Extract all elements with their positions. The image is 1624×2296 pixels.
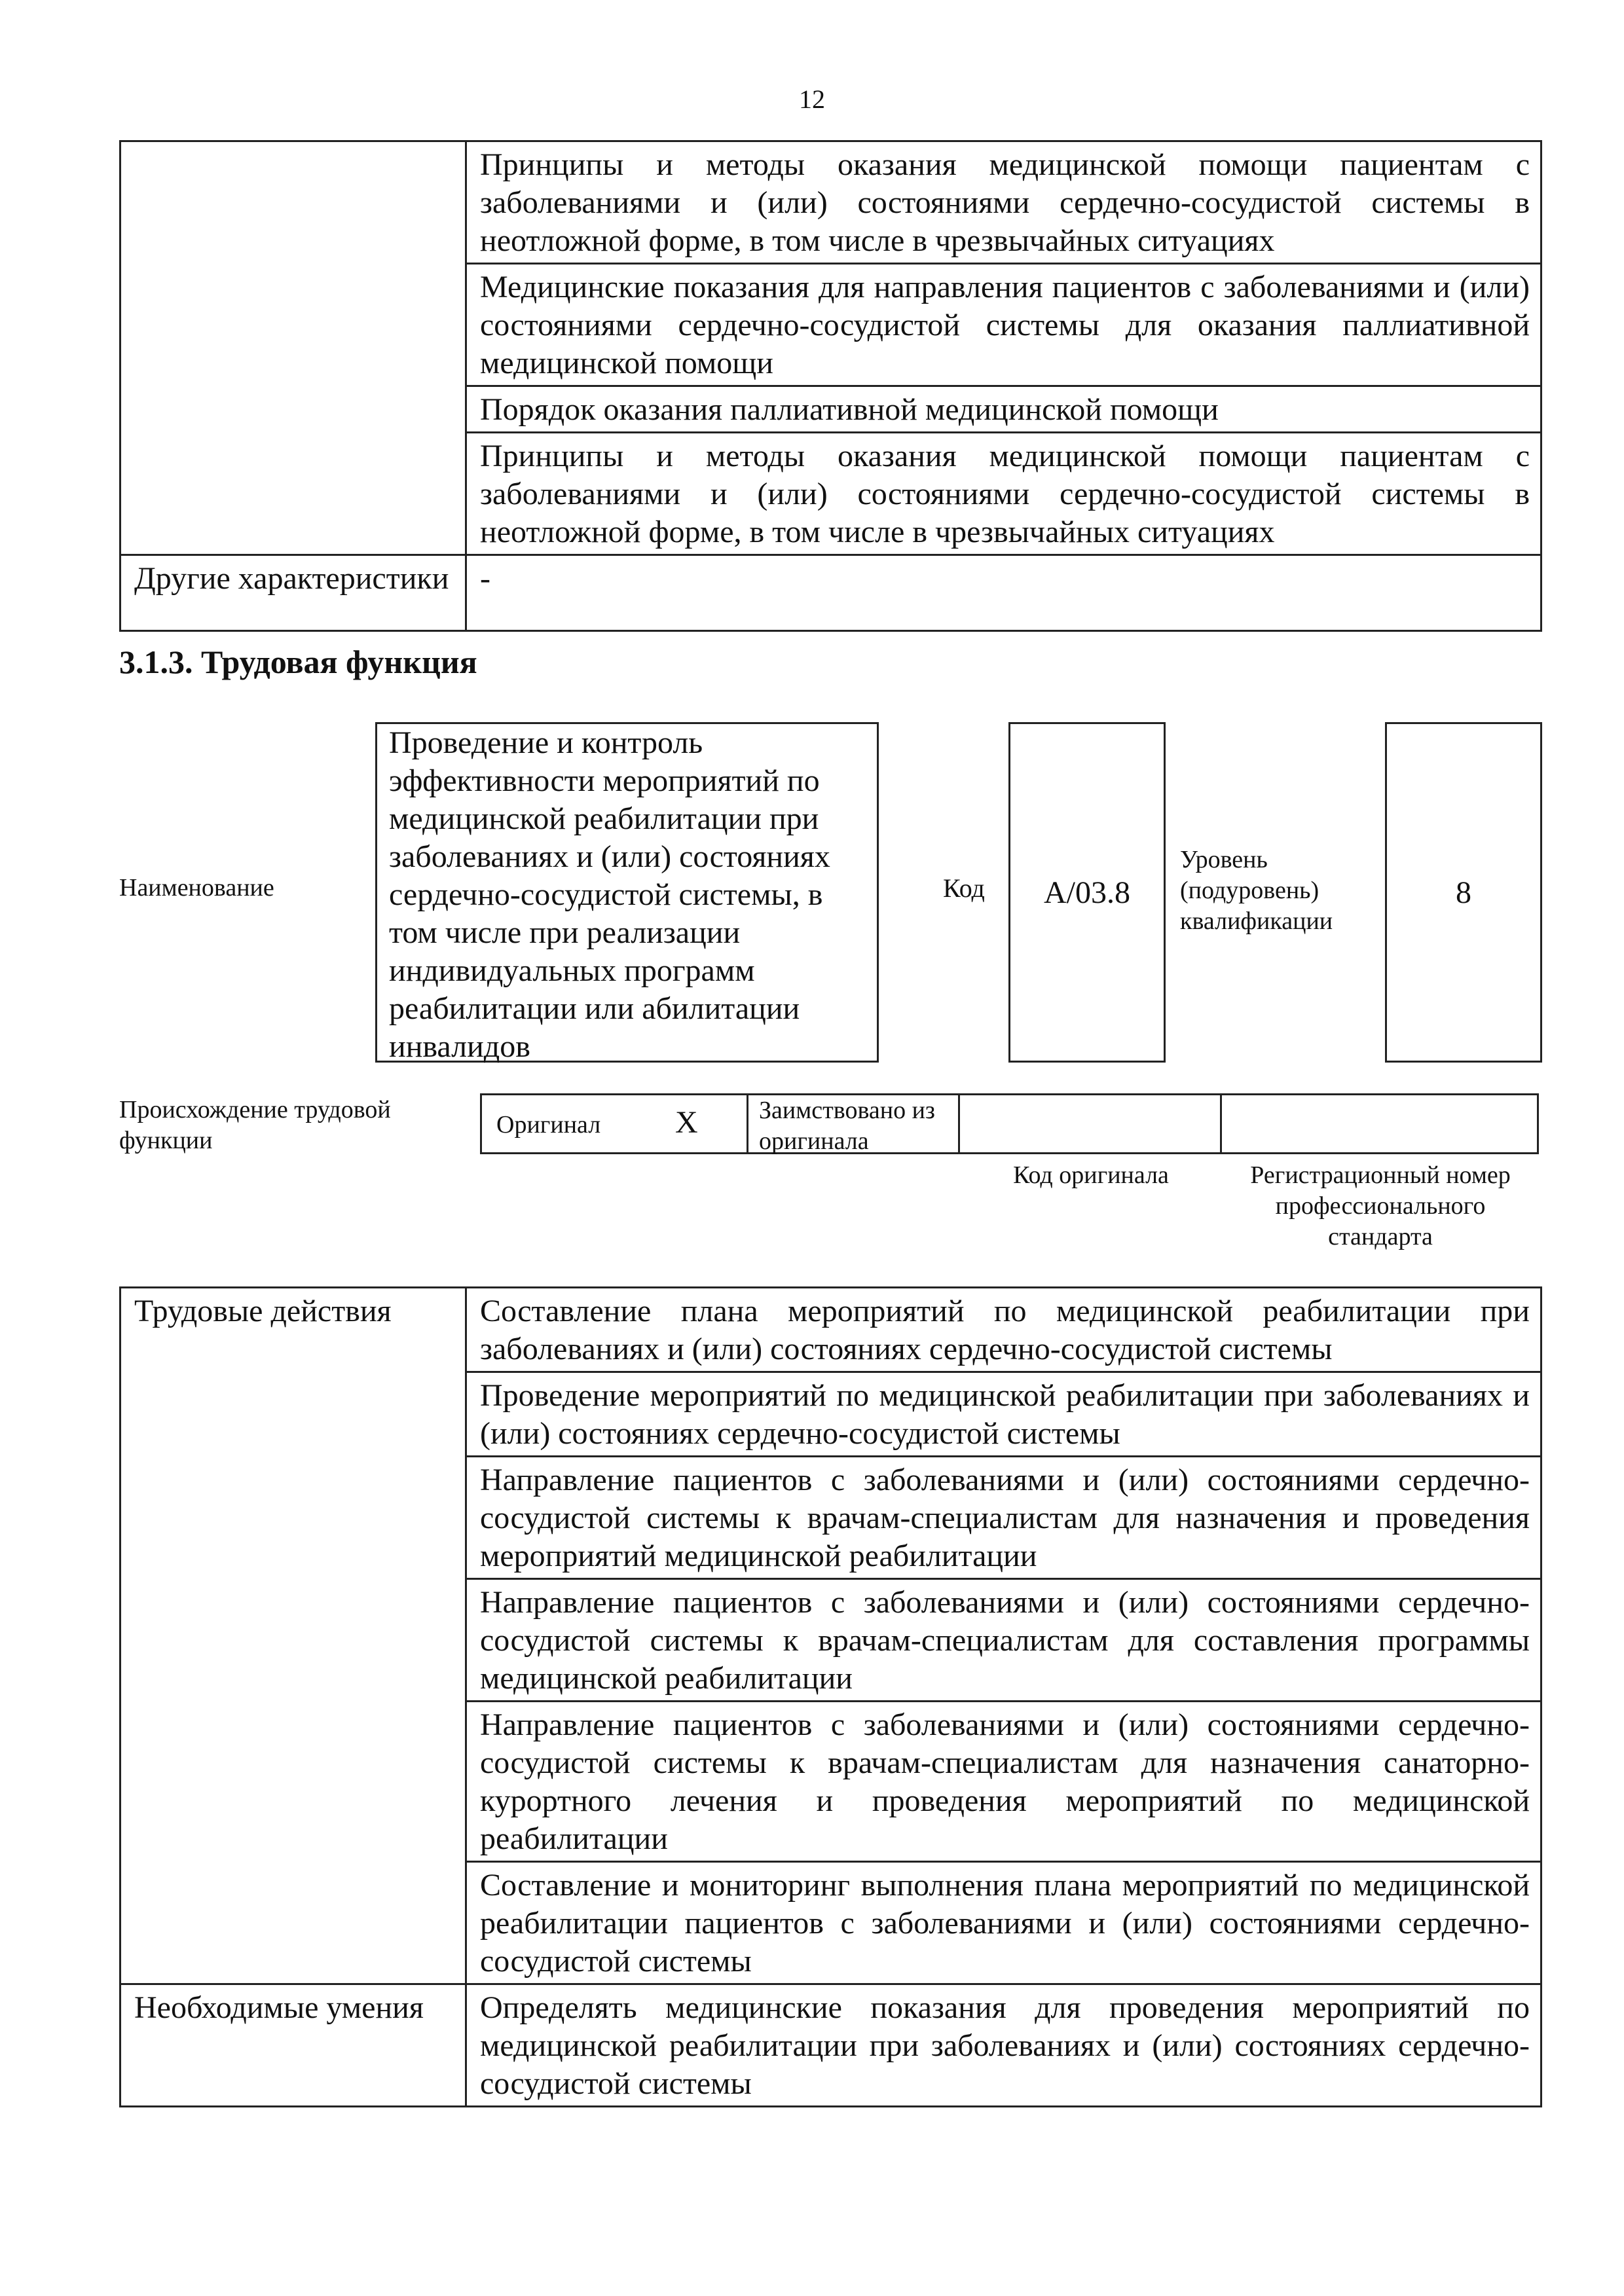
code-box xyxy=(1008,722,1166,1063)
knowledge-table xyxy=(119,140,1542,632)
code-original-caption: Код оригинала xyxy=(1013,1161,1169,1189)
labor-actions-label: Трудовые действия xyxy=(120,1288,466,1984)
code-original-cell xyxy=(960,1093,1222,1154)
labor-action-item: Проведение мероприятий по медицинской реабилитации при заболеваниях и (или) состояниях сердечно-сосудистой системы xyxy=(466,1372,1541,1457)
borrowed-label: Заимствовано из оригинала xyxy=(759,1097,935,1155)
function-name-box: Проведение и контроль эффективности мероприятий по медицинской реабилитации при заболеваниях и (или) состояниях сердечно-сосудистой системы, в том числе при реализации индивидуальных программ реабилитации или абилитации инвалидов xyxy=(375,722,879,1063)
required-skill-item: Определять медицинские показания для проведения мероприятий по медицинской реабилитации при заболеваниях и (или) состояниях сердечно-сосудистой системы xyxy=(466,1984,1541,2107)
original-label: Оригинал xyxy=(496,1111,601,1139)
required-skills-label: Необходимые умения xyxy=(120,1984,466,2107)
origin-row xyxy=(480,1093,1539,1154)
knowledge-item: Порядок оказания паллиативной медицинской помощи xyxy=(466,386,1541,433)
knowledge-item: Принципы и методы оказания медицинской помощи пациентам с заболеваниями и (или) состояниями сердечно-сосудистой системы в неотложной форме, в том числе в чрезвычайных ситуациях xyxy=(466,141,1541,264)
borrowed-cell xyxy=(748,1093,960,1154)
labor-action-item: Направление пациентов с заболеваниями и (или) состояниями сердечно-сосудистой системы к врачам-специалистам для назначения санаторно-курортного лечения и проведения мероприятий по медицинской реабилитации xyxy=(466,1702,1541,1862)
page-number: 12 xyxy=(799,84,825,114)
original-cell xyxy=(480,1093,748,1154)
labor-action-item: Составление и мониторинг выполнения плана мероприятий по медицинской реабилитации пациентов с заболеваниями и (или) состояниями сердечно-сосудистой системы xyxy=(466,1862,1541,1984)
code-value: А/03.8 xyxy=(1044,875,1130,910)
other-characteristics-label: Другие характеристики xyxy=(120,555,466,631)
labor-action-item: Направление пациентов с заболеваниями и (или) состояниями сердечно-сосудистой системы к врачам-специалистам для назначения и проведения мероприятий медицинской реабилитации xyxy=(466,1457,1541,1579)
reg-number-cell xyxy=(1222,1093,1539,1154)
labor-action-item: Направление пациентов с заболеваниями и (или) состояниями сердечно-сосудистой системы к врачам-специалистам для составления программы медицинской реабилитации xyxy=(466,1579,1541,1702)
knowledge-item: Принципы и методы оказания медицинской помощи пациентам с заболеваниями и (или) состояниями сердечно-сосудистой системы в неотложной форме, в том числе в чрезвычайных ситуациях xyxy=(466,433,1541,555)
main-table xyxy=(119,1286,1542,2107)
other-characteristics-value: - xyxy=(466,555,1541,631)
name-label: Наименование xyxy=(119,874,274,902)
level-value: 8 xyxy=(1456,875,1471,910)
knowledge-item: Медицинские показания для направления пациентов с заболеваниями и (или) состояниями сердечно-сосудистой системы для оказания паллиативной медицинской помощи xyxy=(466,264,1541,386)
original-mark: X xyxy=(675,1105,698,1140)
code-label: Код xyxy=(943,873,985,903)
labor-action-item: Составление плана мероприятий по медицинской реабилитации при заболеваниях и (или) состояниях сердечно-сосудистой системы xyxy=(466,1288,1541,1372)
level-label: Уровень (подуровень) квалификации xyxy=(1180,846,1333,935)
reg-number-caption: Регистрационный номер профессионального стандарта xyxy=(1250,1161,1511,1250)
knowledge-label-cell xyxy=(120,141,466,555)
origin-label: Происхождение трудовой функции xyxy=(119,1096,391,1154)
section-heading: 3.1.3. Трудовая функция xyxy=(119,644,477,680)
level-box xyxy=(1385,722,1542,1063)
